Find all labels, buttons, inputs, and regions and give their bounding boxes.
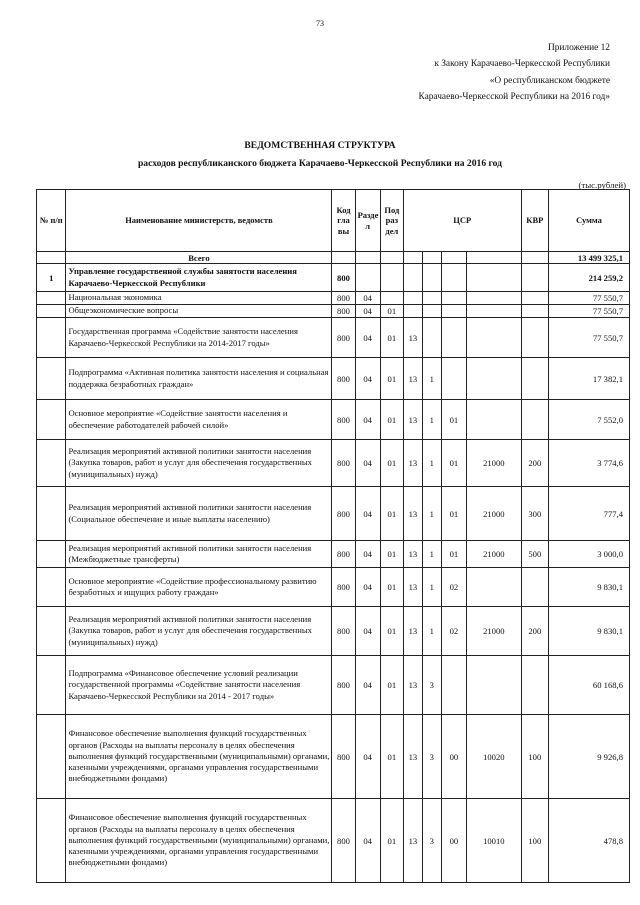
row-csr-program: 13	[403, 656, 422, 715]
row-num	[37, 799, 66, 883]
unit-label: (тыс.рублей)	[578, 180, 626, 190]
row-csr-direction	[466, 318, 521, 358]
row-csr-event	[441, 264, 466, 292]
row-sum: 9 830,1	[548, 568, 629, 607]
table-row	[37, 400, 630, 440]
row-name: Реализация мероприятий активной политики занятости населения (Межбюджетные трансферты)	[66, 541, 332, 568]
row-kvr: 300	[521, 487, 548, 541]
row-csr-program: 13	[403, 715, 422, 799]
row-csr-program: 13	[403, 358, 422, 400]
row-kod: 800	[332, 305, 355, 318]
row-name: Основное мероприятие «Содействие профессиональному развитию безработных и ищущих работу граждан»	[66, 568, 332, 607]
row-csr-direction	[466, 358, 521, 400]
row-csr-direction	[466, 656, 521, 715]
row-razdel: 04	[355, 487, 380, 541]
row-name: Реализация мероприятий активной политики занятости населения (Закупка товаров, работ и услуг для обеспечения государственных (муниципальных) нужд)	[66, 440, 332, 487]
row-podrazdel	[380, 264, 403, 292]
row-csr-event: 02	[441, 568, 466, 607]
row-name: Государственная программа «Содействие занятости населения Карачаево-Черкесской Республики на 2014-2017 годы»	[66, 318, 332, 358]
page-number: 73	[316, 19, 324, 28]
row-csr-event: 00	[441, 799, 466, 883]
row-podrazdel: 01	[380, 318, 403, 358]
row-csr-direction: 21000	[466, 440, 521, 487]
row-num	[37, 318, 66, 358]
row-sum: 17 382,1	[548, 358, 629, 400]
table-row	[37, 264, 630, 292]
row-csr-direction: 21000	[466, 541, 521, 568]
row-name: Реализация мероприятий активной политики занятости населения (Социальное обеспечение и иные выплаты населению)	[66, 487, 332, 541]
row-name: Основное мероприятие «Содействие занятости населения и обеспечение работодателей рабочей силой»	[66, 400, 332, 440]
row-num	[37, 305, 66, 318]
row-csr-event: 01	[441, 487, 466, 541]
row-kvr: 200	[521, 607, 548, 656]
row-razdel: 04	[355, 607, 380, 656]
appendix-line-1: Приложение 12	[547, 43, 610, 53]
row-razdel: 04	[355, 318, 380, 358]
row-csr-program: 13	[403, 541, 422, 568]
row-podrazdel: 01	[380, 440, 403, 487]
title-line-1: ВЕДОМСТВЕННАЯ СТРУКТУРА	[244, 140, 396, 151]
row-razdel: 04	[355, 799, 380, 883]
row-kod: 800	[332, 656, 355, 715]
header-kvr: КВР	[521, 190, 548, 252]
row-kod: 800	[332, 358, 355, 400]
row-razdel: 04	[355, 358, 380, 400]
row-csr-program: 13	[403, 440, 422, 487]
row-kod: 800	[332, 607, 355, 656]
row-csr-subprogram	[422, 264, 441, 292]
table-row	[37, 541, 630, 568]
row-razdel: 04	[355, 568, 380, 607]
row-kod: 800	[332, 264, 355, 292]
row-num	[37, 358, 66, 400]
row-podrazdel	[380, 292, 403, 305]
row-name: Финансовое обеспечение выполнения функций государственных органов (Расходы на выплаты персоналу в целях обеспечения выполнения функций государственными (муниципальными) органами, казенными учреждениями, органами управления государственными внебюджетными фондами)	[66, 715, 332, 799]
row-csr-subprogram: 1	[422, 358, 441, 400]
row-podrazdel: 01	[380, 305, 403, 318]
row-csr-event	[441, 358, 466, 400]
row-podrazdel: 01	[380, 541, 403, 568]
row-sum: 9 926,8	[548, 715, 629, 799]
row-csr-event	[441, 656, 466, 715]
row-sum: 77 550,7	[548, 305, 629, 318]
row-num	[37, 292, 66, 305]
row-kvr	[521, 292, 548, 305]
table-row	[37, 440, 630, 487]
row-csr-subprogram: 1	[422, 400, 441, 440]
table-row	[37, 358, 630, 400]
row-kvr: 100	[521, 715, 548, 799]
header-row	[37, 190, 630, 252]
table-row	[37, 568, 630, 607]
row-name: Управление государственной службы занятости населения Карачаево-Черкесской Республики	[66, 264, 332, 292]
row-kvr	[521, 305, 548, 318]
row-csr-subprogram	[422, 318, 441, 358]
row-csr-event: 02	[441, 607, 466, 656]
row-csr-event	[441, 318, 466, 358]
row-razdel: 04	[355, 305, 380, 318]
table-row	[37, 607, 630, 656]
row-num	[37, 487, 66, 541]
row-sum: 777,4	[548, 487, 629, 541]
appendix-line-4: Карачаево-Черкесской Республики на 2016 год»	[418, 91, 610, 102]
total-label: Всего	[66, 252, 332, 264]
row-razdel: 04	[355, 656, 380, 715]
header-kod: Код гла вы	[332, 190, 355, 252]
header-name: Наименование министерств, ведомств	[66, 190, 332, 252]
row-csr-subprogram: 1	[422, 541, 441, 568]
row-kod: 800	[332, 799, 355, 883]
row-kvr: 200	[521, 440, 548, 487]
row-csr-direction: 10020	[466, 715, 521, 799]
row-sum: 60 168,6	[548, 656, 629, 715]
row-podrazdel: 01	[380, 715, 403, 799]
row-kvr	[521, 400, 548, 440]
row-csr-event: 01	[441, 541, 466, 568]
row-sum: 3 774,6	[548, 440, 629, 487]
row-csr-event	[441, 305, 466, 318]
row-kod: 800	[332, 541, 355, 568]
table-row	[37, 292, 630, 305]
header-sum: Сумма	[548, 190, 629, 252]
row-kvr: 500	[521, 541, 548, 568]
row-kvr: 100	[521, 799, 548, 883]
row-csr-event	[441, 292, 466, 305]
row-kod: 800	[332, 292, 355, 305]
row-kvr	[521, 568, 548, 607]
row-kod: 800	[332, 487, 355, 541]
row-num	[37, 607, 66, 656]
row-csr-program: 13	[403, 318, 422, 358]
row-csr-program	[403, 305, 422, 318]
appendix-block	[418, 40, 610, 105]
row-csr-subprogram: 1	[422, 607, 441, 656]
row-csr-program	[403, 264, 422, 292]
row-podrazdel: 01	[380, 799, 403, 883]
row-sum: 7 552,0	[548, 400, 629, 440]
appendix-line-3: «О республиканском бюджете	[489, 75, 610, 86]
row-sum: 478,8	[548, 799, 629, 883]
appendix-line-2: к Закону Карачаево-Черкесской Республики	[434, 59, 610, 70]
row-csr-event: 01	[441, 440, 466, 487]
row-podrazdel: 01	[380, 487, 403, 541]
title-line-2: расходов республиканского бюджета Карачаево-Черкесской Республики на 2016 год	[137, 157, 503, 169]
row-kod: 800	[332, 715, 355, 799]
row-sum: 214 259,2	[548, 264, 629, 292]
row-csr-direction: 10010	[466, 799, 521, 883]
row-razdel	[355, 264, 380, 292]
row-name: Финансовое обеспечение выполнения функций государственных органов (Расходы на выплаты персоналу в целях обеспечения выполнения функций государственными (муниципальными) органами, казенными учреждениями, органами управления государственными внебюджетными фондами)	[66, 799, 332, 883]
table-row	[37, 305, 630, 318]
row-csr-program: 13	[403, 487, 422, 541]
row-num	[37, 715, 66, 799]
row-num	[37, 440, 66, 487]
row-sum: 77 550,7	[548, 292, 629, 305]
row-razdel: 04	[355, 440, 380, 487]
row-num	[37, 656, 66, 715]
table-row	[37, 487, 630, 541]
row-kod: 800	[332, 400, 355, 440]
row-kod: 800	[332, 568, 355, 607]
row-num	[37, 568, 66, 607]
row-csr-subprogram: 3	[422, 656, 441, 715]
row-csr-direction	[466, 305, 521, 318]
row-podrazdel: 01	[380, 358, 403, 400]
row-kvr	[521, 318, 548, 358]
row-num	[37, 400, 66, 440]
row-podrazdel: 01	[380, 656, 403, 715]
row-name: Общеэкономические вопросы	[66, 305, 332, 318]
row-num	[37, 541, 66, 568]
row-csr-direction	[466, 292, 521, 305]
table-row	[37, 715, 630, 799]
row-kod: 800	[332, 440, 355, 487]
row-podrazdel: 01	[380, 400, 403, 440]
row-csr-subprogram	[422, 305, 441, 318]
row-sum: 9 830,1	[548, 607, 629, 656]
row-csr-event: 00	[441, 715, 466, 799]
header-podrazdel: Под раз дел	[380, 190, 403, 252]
row-name: Подпрограмма «Финансовое обеспечение условий реализации государственной программы «Содействие занятости населения Карачаево-Черкесской Республики на 2014 - 2017 годы»	[66, 656, 332, 715]
row-name: Национальная экономика	[66, 292, 332, 305]
header-csr: ЦСР	[403, 190, 521, 252]
row-csr-subprogram: 1	[422, 440, 441, 487]
budget-table	[36, 189, 630, 883]
row-csr-direction: 21000	[466, 607, 521, 656]
row-csr-program: 13	[403, 568, 422, 607]
document-title	[0, 137, 640, 172]
row-kvr	[521, 264, 548, 292]
row-razdel: 04	[355, 400, 380, 440]
row-num: 1	[37, 264, 66, 292]
row-kvr	[521, 656, 548, 715]
row-csr-subprogram: 1	[422, 568, 441, 607]
row-csr-program: 13	[403, 400, 422, 440]
row-csr-direction	[466, 568, 521, 607]
row-sum: 77 550,7	[548, 318, 629, 358]
row-podrazdel: 01	[380, 607, 403, 656]
row-csr-program	[403, 292, 422, 305]
table-row	[37, 656, 630, 715]
row-csr-program: 13	[403, 607, 422, 656]
row-kod: 800	[332, 318, 355, 358]
row-razdel: 04	[355, 292, 380, 305]
row-razdel: 04	[355, 541, 380, 568]
row-razdel: 04	[355, 715, 380, 799]
table-row	[37, 318, 630, 358]
total-row	[37, 252, 630, 264]
header-razdel: Разде л	[355, 190, 380, 252]
table-row	[37, 799, 630, 883]
row-csr-direction	[466, 400, 521, 440]
row-csr-direction	[466, 264, 521, 292]
total-sum: 13 499 325,1	[548, 252, 629, 264]
row-csr-subprogram	[422, 292, 441, 305]
row-podrazdel: 01	[380, 568, 403, 607]
row-name: Подпрограмма «Активная политика занятости населения и социальная поддержка безработных граждан»	[66, 358, 332, 400]
row-sum: 3 000,0	[548, 541, 629, 568]
row-csr-subprogram: 1	[422, 487, 441, 541]
header-num: № п/п	[37, 190, 66, 252]
row-csr-program: 13	[403, 799, 422, 883]
row-csr-direction: 21000	[466, 487, 521, 541]
row-kvr	[521, 358, 548, 400]
row-csr-subprogram: 3	[422, 715, 441, 799]
row-csr-event: 01	[441, 400, 466, 440]
row-csr-subprogram: 3	[422, 799, 441, 883]
row-name: Реализация мероприятий активной политики занятости населения (Закупка товаров, работ и услуг для обеспечения государственных (муниципальных) нужд)	[66, 607, 332, 656]
